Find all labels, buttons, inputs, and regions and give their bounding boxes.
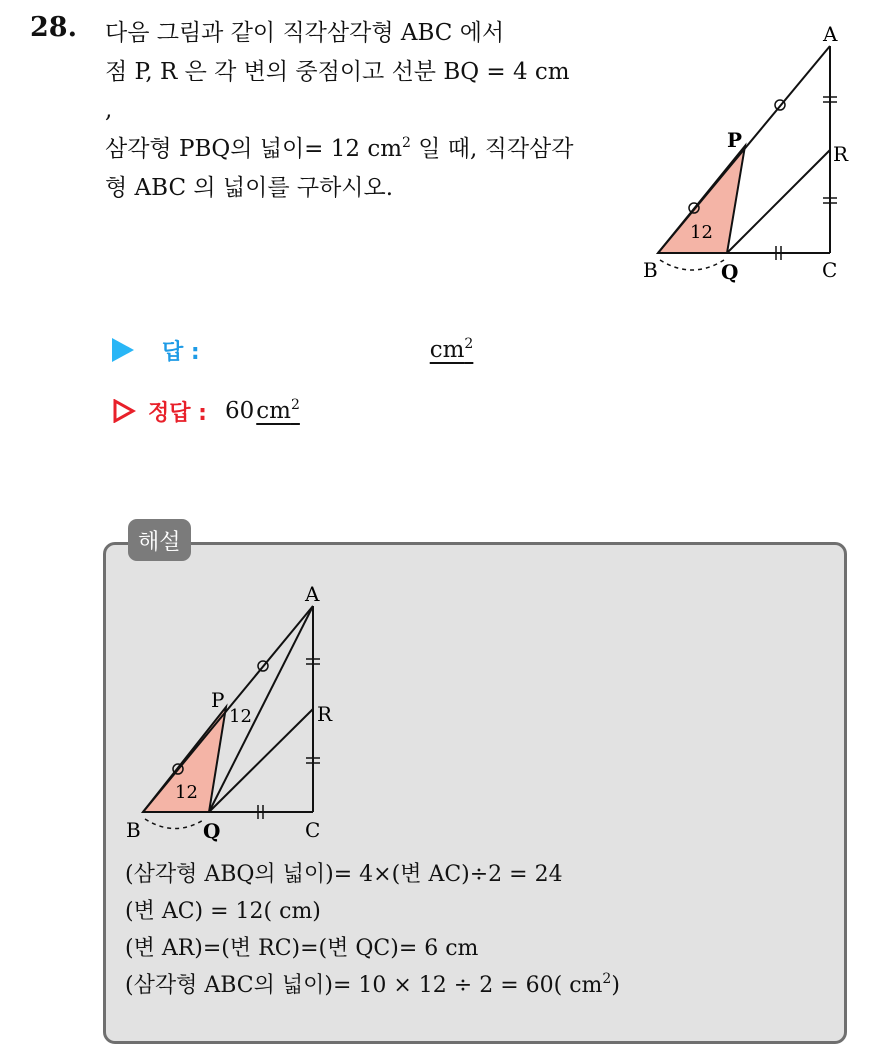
question-line-4a: 삼각형 PBQ의 넓이= 12 cm bbox=[105, 135, 403, 162]
play-icon bbox=[112, 338, 134, 362]
question-line-2: 점 P, R 은 각 변의 중점이고 선분 BQ = 4 cm bbox=[105, 58, 570, 85]
label-c: C bbox=[822, 258, 838, 282]
side-ba bbox=[658, 46, 830, 253]
explanation-line-4a: (삼각형 ABC의 넓이)= 10 × 12 ÷ 2 = 60( cm bbox=[125, 973, 603, 998]
explanation-line-3: (변 AR)=(변 RC)=(변 QC)= 6 cm bbox=[125, 936, 479, 961]
explanation-line-4b: ) bbox=[611, 973, 620, 998]
correct-label: 정답 : bbox=[148, 400, 207, 426]
question-line-4b: 일 때, 직각삼각 bbox=[410, 135, 574, 162]
label-r: R bbox=[833, 142, 849, 166]
explanation-line-1: (삼각형 ABQ의 넓이)= 4×(변 AC)÷2 = 24 bbox=[125, 862, 563, 887]
label-q-sol: Q bbox=[203, 819, 221, 843]
answer-unit bbox=[430, 337, 474, 363]
answer-unit-text: cm bbox=[429, 337, 465, 363]
explanation-text bbox=[125, 856, 620, 1004]
correct-unit bbox=[256, 398, 300, 424]
answer-label: 답 : bbox=[162, 339, 200, 365]
label-b: B bbox=[643, 258, 658, 282]
label-b-sol: B bbox=[126, 818, 141, 842]
question-line-3: , bbox=[105, 97, 113, 124]
question-line-5: 형 ABC 의 넓이를 구하시오. bbox=[105, 174, 394, 201]
explanation-line-4 bbox=[125, 967, 620, 1004]
area-label-pbq: 12 bbox=[690, 222, 713, 243]
correct-unit-sup: 2 bbox=[290, 397, 300, 413]
label-q: Q bbox=[721, 260, 739, 284]
side-ba-sol bbox=[143, 606, 313, 812]
explanation-figure bbox=[115, 580, 345, 850]
bq-dashed-arc bbox=[660, 260, 724, 270]
bq-dashed-arc-sol bbox=[145, 819, 205, 829]
answer-row bbox=[112, 333, 473, 367]
area-label-pbq-sol: 12 bbox=[175, 782, 198, 803]
segment-qr-sol bbox=[209, 709, 313, 812]
label-a: A bbox=[823, 22, 838, 46]
answer-unit-sup: 2 bbox=[464, 336, 474, 352]
question-text bbox=[105, 14, 625, 207]
label-r-sol: R bbox=[317, 702, 333, 726]
explanation-line-2: (변 AC) = 12( cm) bbox=[125, 899, 321, 924]
question-figure bbox=[630, 20, 860, 290]
correct-value: 60 bbox=[224, 398, 255, 424]
question-number: 28. bbox=[30, 12, 77, 43]
explanation-tag: 해설 bbox=[128, 519, 191, 561]
explanation-sup: 2 bbox=[602, 971, 612, 987]
label-a-sol: A bbox=[305, 582, 320, 606]
question-sup: 2 bbox=[402, 134, 411, 151]
area-label-pqa-sol: 12 bbox=[229, 706, 252, 727]
label-p: P bbox=[727, 128, 743, 152]
question-line-1: 다음 그림과 같이 직각삼각형 ABC 에서 bbox=[105, 20, 505, 46]
correct-unit-text: cm bbox=[256, 398, 291, 424]
question-line-4 bbox=[105, 130, 625, 169]
correct-row bbox=[112, 394, 300, 428]
label-c-sol: C bbox=[305, 818, 321, 842]
label-p-sol: P bbox=[211, 688, 225, 712]
outline-play-icon bbox=[112, 399, 136, 423]
